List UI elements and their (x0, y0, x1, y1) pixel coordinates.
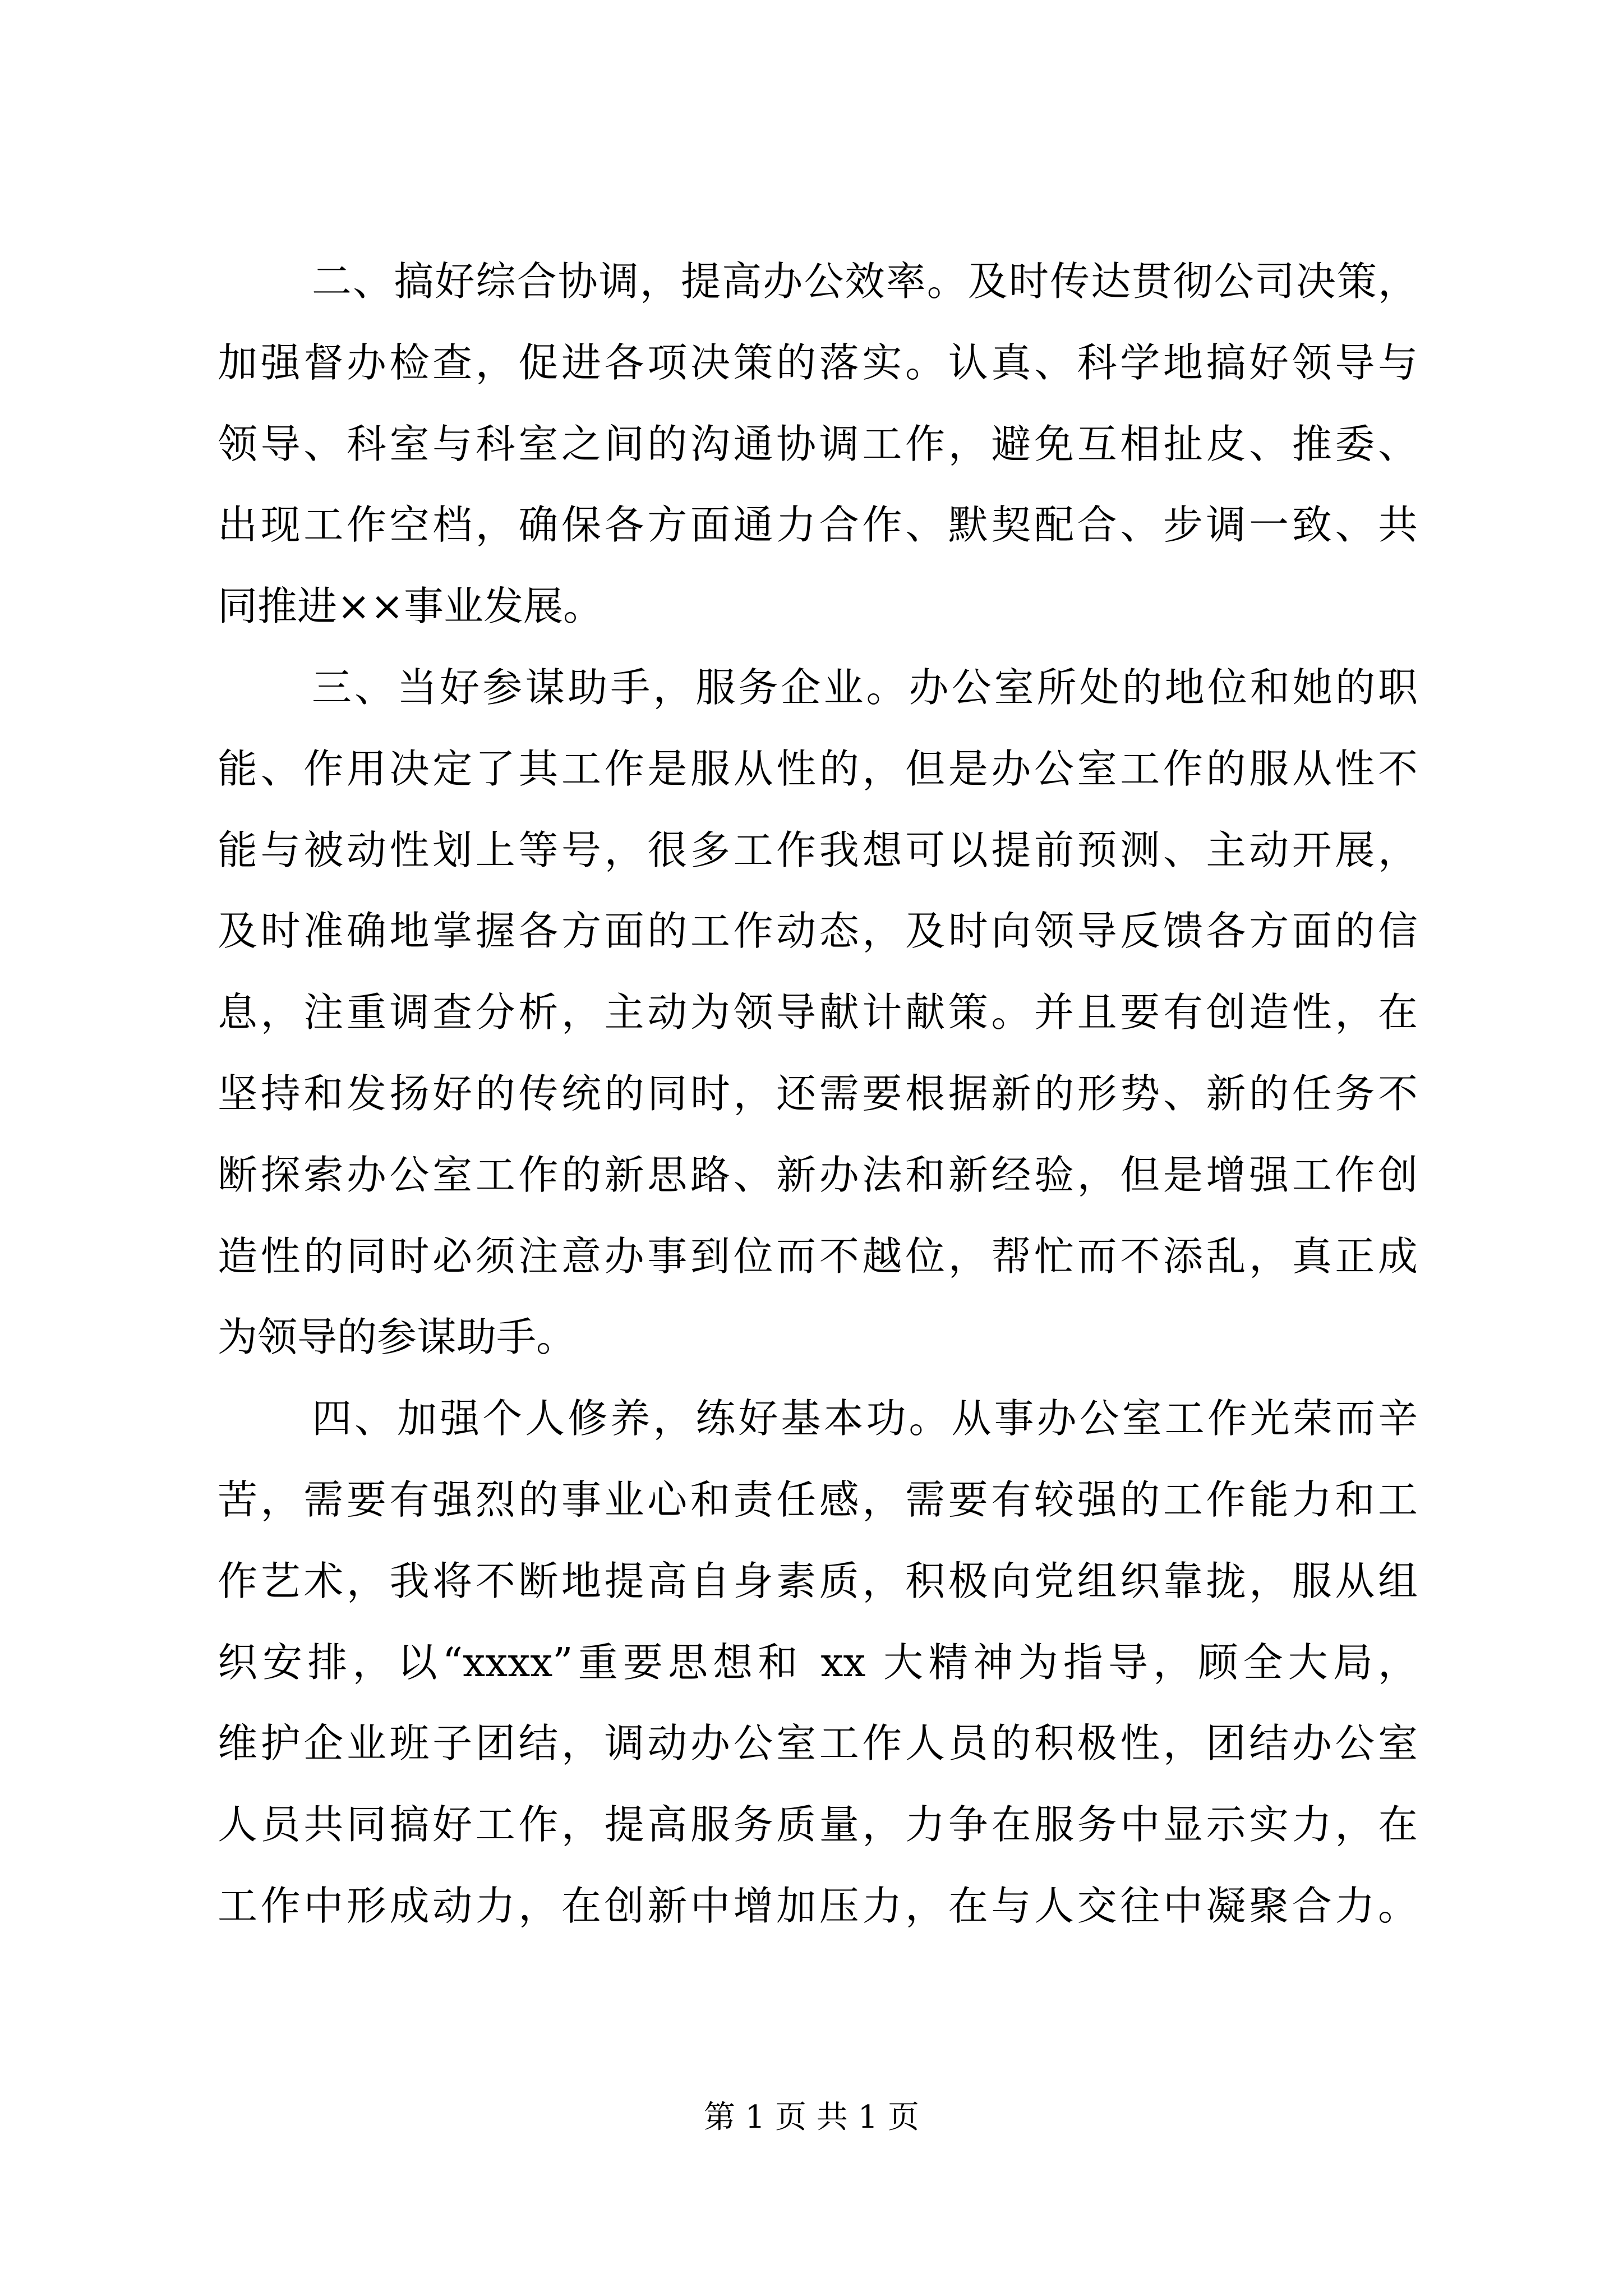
paragraph-line: 能、作用决定了其工作是服从性的，但是办公室工作的服从性不 (218, 745, 1418, 792)
paragraph-line: 四、加强个人修养，练好基本功。从事办公室工作光荣而辛 (312, 1395, 1418, 1442)
paragraph-line: 织安排，以“xxxx”重要思想和 xx 大精神为指导，顾全大局， (218, 1639, 1418, 1686)
paragraph-line: 二、搞好综合协调，提高办公效率。及时传达贯彻公司决策， (312, 258, 1418, 305)
paragraph-line: 工作中形成动力，在创新中增加压力，在与人交往中凝聚合力。 (218, 1882, 1418, 1929)
paragraph-line: 苦，需要有强烈的事业心和责任感，需要有较强的工作能力和工 (218, 1476, 1418, 1523)
paragraph-line: 领导、科室与科室之间的沟通协调工作，避免互相扯皮、推委、 (218, 420, 1418, 467)
paragraph-line: 维护企业班子团结，调动办公室工作人员的积极性，团结办公室 (218, 1720, 1418, 1767)
paragraph-line: 加强督办检查，促进各项决策的落实。认真、科学地搞好领导与 (218, 339, 1418, 386)
paragraph-line: 息，注重调查分析，主动为领导献计献策。并且要有创造性，在 (218, 989, 1418, 1036)
paragraph-line: 能与被动性划上等号，很多工作我想可以提前预测、主动开展， (218, 826, 1418, 873)
page-number-label: 第 1 页 共 1 页 (703, 2099, 920, 2136)
paragraph-line: 坚持和发扬好的传统的同时，还需要根据新的形势、新的任务不 (218, 1070, 1418, 1117)
paragraph-line: 作艺术，我将不断地提高自身素质，积极向党组织靠拢，服从组 (218, 1557, 1418, 1604)
paragraph-line: 断探索办公室工作的新思路、新办法和新经验，但是增强工作创 (218, 1151, 1418, 1198)
paragraph-line: 三、当好参谋助手，服务企业。办公室所处的地位和她的职 (312, 664, 1418, 711)
paragraph-advisor (218, 647, 1418, 1378)
paragraph-line: 造性的同时必须注意办事到位而不越位，帮忙而不添乱，真正成 (218, 1232, 1418, 1280)
page-footer (0, 2095, 1623, 2140)
paragraph-line: 人员共同搞好工作，提高服务质量，力争在服务中显示实力，在 (218, 1801, 1418, 1848)
paragraph-line: 出现工作空档，确保各方面通力合作、默契配合、步调一致、共 (218, 501, 1418, 549)
paragraph-line: 及时准确地掌握各方面的工作动态，及时向领导反馈各方面的信 (218, 908, 1418, 955)
paragraph-line: 为领导的参谋助手。 (218, 1314, 577, 1361)
paragraph-coordination (218, 241, 1418, 647)
document-body (218, 241, 1418, 1947)
paragraph-line: 同推进××事业发展。 (218, 583, 603, 630)
paragraph-self-cultivation (218, 1378, 1418, 1947)
